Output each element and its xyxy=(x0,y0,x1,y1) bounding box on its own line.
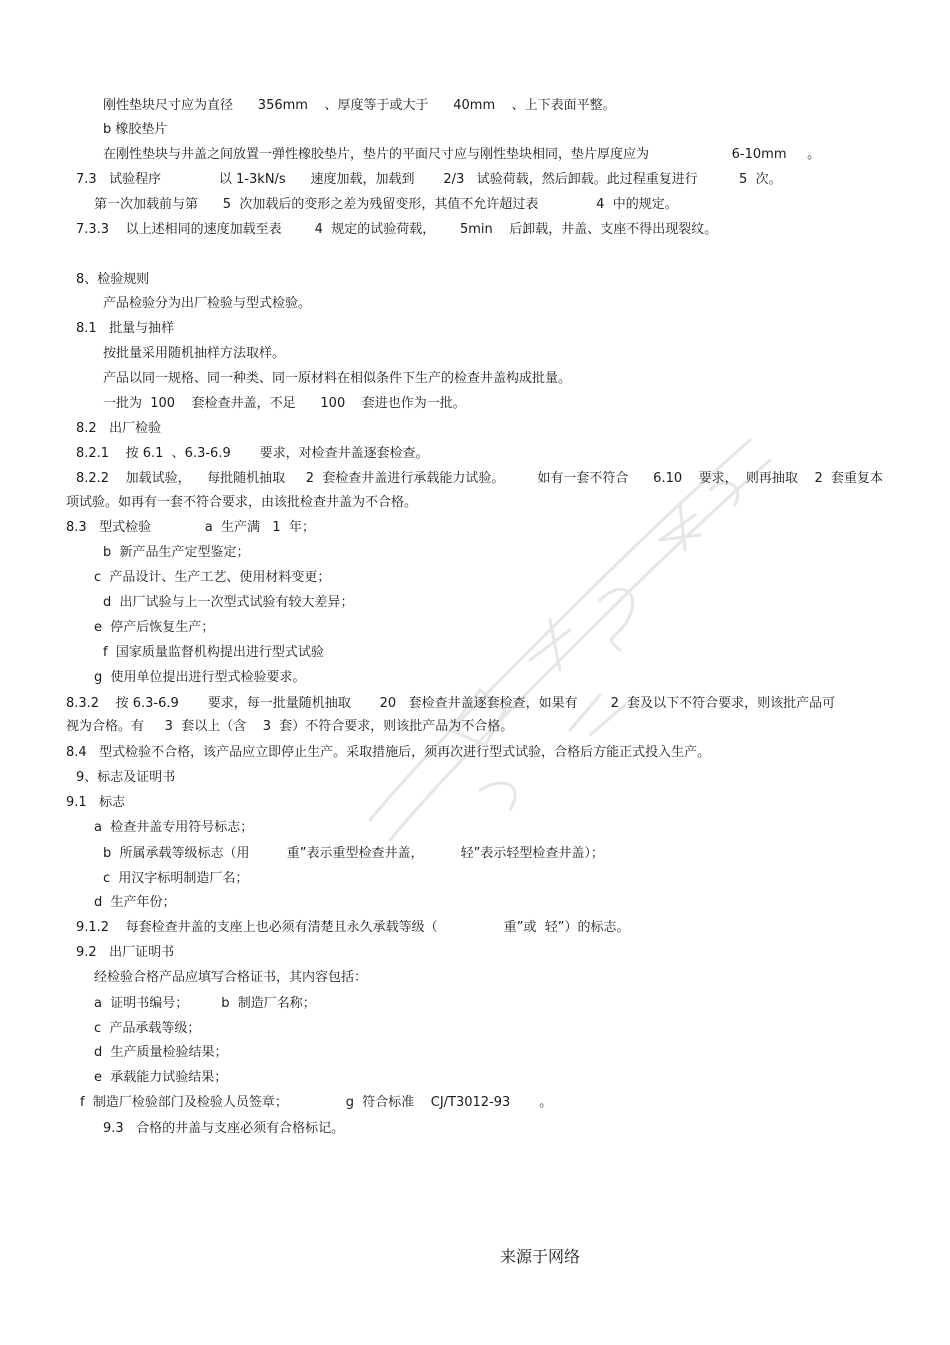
text-line: 8.3.2 按 6.3-6.9 要求，每一批量随机抽取 20 套检查井盖逐套检查，如果有 2 套及以下不符合要求，则该批产品可 xyxy=(66,696,836,711)
text-line: b 橡胶垫片 xyxy=(103,122,168,137)
list-item: f 国家质量监督机构提出进行型式试验 xyxy=(103,645,324,660)
text-line: 8.2.1 按 6.1 、6.3-6.9 要求，对检查井盖逐套检查。 xyxy=(76,446,429,461)
list-item: c 产品承载等级； xyxy=(94,1021,201,1036)
text-line: 7.3 试验程序 以 1-3kN/s 速度加载，加载到 2/3 试验荷载，然后卸载。此过程重复进行 5 次。 xyxy=(76,172,782,187)
section-heading: 8.3 型式检验 a 生产满 1 年； xyxy=(66,520,315,535)
list-item: c 产品设计、生产工艺、使用材料变更； xyxy=(94,570,331,585)
section-heading: 9.1 标志 xyxy=(66,795,126,810)
text-line: 一批为 100 套检查井盖，不足 100 套进也作为一批。 xyxy=(103,396,466,411)
text-line: 经检验合格产品应填写合格证书，其内容包括： xyxy=(94,970,368,985)
list-item: d 生产年份； xyxy=(94,895,176,910)
list-item: b 新产品生产定型鉴定； xyxy=(103,545,250,560)
source-footer: 来源于网络 xyxy=(500,1247,581,1266)
section-heading: 9.2 出厂证明书 xyxy=(76,945,175,960)
list-item: e 承载能力试验结果； xyxy=(94,1070,228,1085)
text-line: 刚性垫块尺寸应为直径 356mm 、厚度等于或大于 40mm 、上下表面平整。 xyxy=(103,98,616,113)
text-line: 产品以同一规格、同一种类、同一原材料在相似条件下生产的检查井盖构成批量。 xyxy=(103,371,572,386)
text-line: 8.2.2 加载试验， 每批随机抽取 2 套检查井盖进行承载能力试验。 如有一套不符合 6.10 要求， 则再抽取 2 套重复本 xyxy=(76,471,883,486)
text-line: 按批量采用随机抽样方法取样。 xyxy=(103,346,286,361)
list-item: d 生产质量检验结果； xyxy=(94,1045,228,1060)
section-heading: 8、检验规则 xyxy=(76,272,150,287)
text-line: 8.4 型式检验不合格，该产品应立即停止生产。采取措施后，须再次进行型式试验，合格后方能正式投入生产。 xyxy=(66,745,711,760)
list-item: d 出厂试验与上一次型式试验有较大差异； xyxy=(103,595,354,610)
list-item: a 证明书编号； b 制造厂名称； xyxy=(94,996,316,1011)
section-heading: 8.1 批量与抽样 xyxy=(76,321,175,336)
text-line: 在刚性垫块与井盖之间放置一弹性橡胶垫片，垫片的平面尺寸应与刚性垫块相同，垫片厚度应为 6-10mm 。 xyxy=(103,147,821,162)
section-heading: 8.2 出厂检验 xyxy=(76,421,162,436)
text-line: 7.3.3 以上述相同的速度加载至表 4 规定的试验荷载， 5min 后卸载，井盖、支座不得出现裂纹。 xyxy=(76,222,718,237)
text-line: 第一次加载前与第 5 次加载后的变形之差为残留变形，其值不允许超过表 4 中的规定。 xyxy=(94,197,678,212)
list-item: e 停产后恢复生产； xyxy=(94,620,215,635)
list-item: f 制造厂检验部门及检验人员签章； g 符合标准 CJ/T3012-93 。 xyxy=(80,1095,553,1110)
text-line: 9.3 合格的井盖与支座必须有合格标记。 xyxy=(103,1121,345,1136)
section-heading: 9、标志及证明书 xyxy=(76,770,176,785)
text-line: 9.1.2 每套检查井盖的支座上也必须有清楚且永久承载等级（ 重”或 轻”）的标志。 xyxy=(76,920,630,935)
list-item: b 所属承载等级标志（用 重”表示重型检查井盖， 轻”表示轻型检查井盖）； xyxy=(103,846,604,861)
text-line: 视为合格。有 3 套以上（含 3 套）不符合要求，则该批产品为不合格。 xyxy=(66,719,514,734)
list-item: a 检查井盖专用符号标志； xyxy=(94,820,254,835)
text-line: 项试验。如再有一套不符合要求，由该批检查井盖为不合格。 xyxy=(66,495,418,510)
list-item: g 使用单位提出进行型式检验要求。 xyxy=(94,670,306,685)
text-line: 产品检验分为出厂检验与型式检验。 xyxy=(103,296,312,311)
list-item: c 用汉字标明制造厂名； xyxy=(103,871,249,886)
